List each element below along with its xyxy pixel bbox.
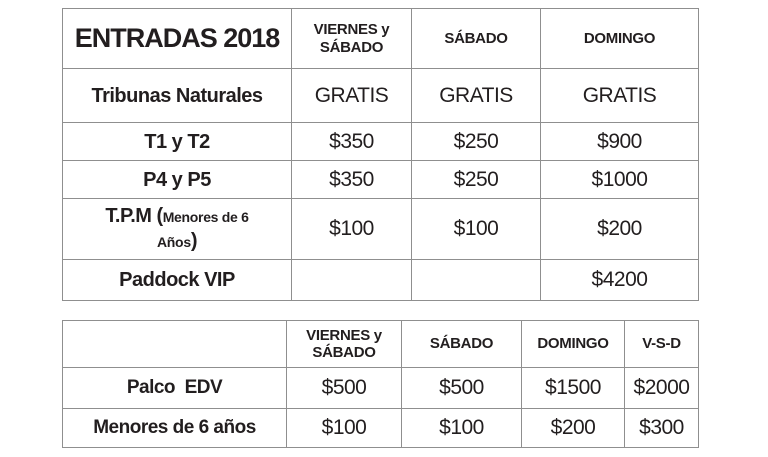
price-cell: $100	[402, 409, 522, 448]
tpm-label	[66, 204, 288, 254]
col-header-sabado: SÁBADO	[402, 321, 522, 368]
tpm-label-big-open: T.P.M (	[105, 205, 163, 227]
palco-edv-table	[62, 320, 699, 448]
price-cell: $500	[402, 368, 522, 409]
table-row	[63, 368, 699, 409]
price-cell: $250	[412, 123, 541, 161]
price-cell: $1500	[522, 368, 625, 409]
price-cell: $100	[292, 199, 412, 260]
row-label-palco-edv: Palco EDV	[63, 368, 287, 409]
tpm-label-small-line1: Menores de 6	[162, 209, 249, 225]
price-cell: $1000	[541, 161, 699, 199]
price-cell: $900	[541, 123, 699, 161]
row-label-t1-t2: T1 y T2	[63, 123, 292, 161]
col-header-sabado: SÁBADO	[412, 9, 541, 69]
row-label-menores-6-anos: Menores de 6 años	[63, 409, 287, 448]
price-cell: $100	[412, 199, 541, 260]
table2-header-row	[63, 321, 699, 368]
price-cell: $200	[522, 409, 625, 448]
col-header-domingo: DOMINGO	[541, 9, 699, 69]
col-header-viernes-sabado: VIERNES y SÁBADO	[287, 321, 402, 368]
tpm-label-small-line2: Años	[157, 234, 191, 250]
col-header-domingo: DOMINGO	[522, 321, 625, 368]
table2-empty-corner-cell	[63, 321, 287, 368]
price-cell: $250	[412, 161, 541, 199]
row-label-p4-p5: P4 y P5	[63, 161, 292, 199]
price-cell-empty	[292, 260, 412, 301]
price-cell: $350	[292, 161, 412, 199]
price-cell: $2000	[625, 368, 699, 409]
row-label-paddock-vip: Paddock VIP	[63, 260, 292, 301]
tpm-label-big-close: )	[190, 230, 197, 252]
table-row	[63, 123, 699, 161]
price-cell: GRATIS	[412, 69, 541, 123]
price-cell: $300	[625, 409, 699, 448]
col-header-vsd: V-S-D	[625, 321, 699, 368]
table-row	[63, 69, 699, 123]
price-cell: $500	[287, 368, 402, 409]
table1-title: ENTRADAS 2018	[63, 9, 292, 69]
table-row	[63, 260, 699, 301]
row-label-tribunas-naturales: Tribunas Naturales	[63, 69, 292, 123]
price-cell: $200	[541, 199, 699, 260]
price-cell-empty	[412, 260, 541, 301]
table1-header-row	[63, 9, 699, 69]
price-cell: GRATIS	[541, 69, 699, 123]
price-cell: GRATIS	[292, 69, 412, 123]
table-row	[63, 409, 699, 448]
col-header-viernes-sabado: VIERNES y SÁBADO	[292, 9, 412, 69]
price-cell: $100	[287, 409, 402, 448]
price-cell: $350	[292, 123, 412, 161]
row-label-tpm-menores	[63, 199, 292, 260]
table-row	[63, 161, 699, 199]
table-row	[63, 199, 699, 260]
entradas-2018-table	[62, 8, 699, 301]
price-cell: $4200	[541, 260, 699, 301]
